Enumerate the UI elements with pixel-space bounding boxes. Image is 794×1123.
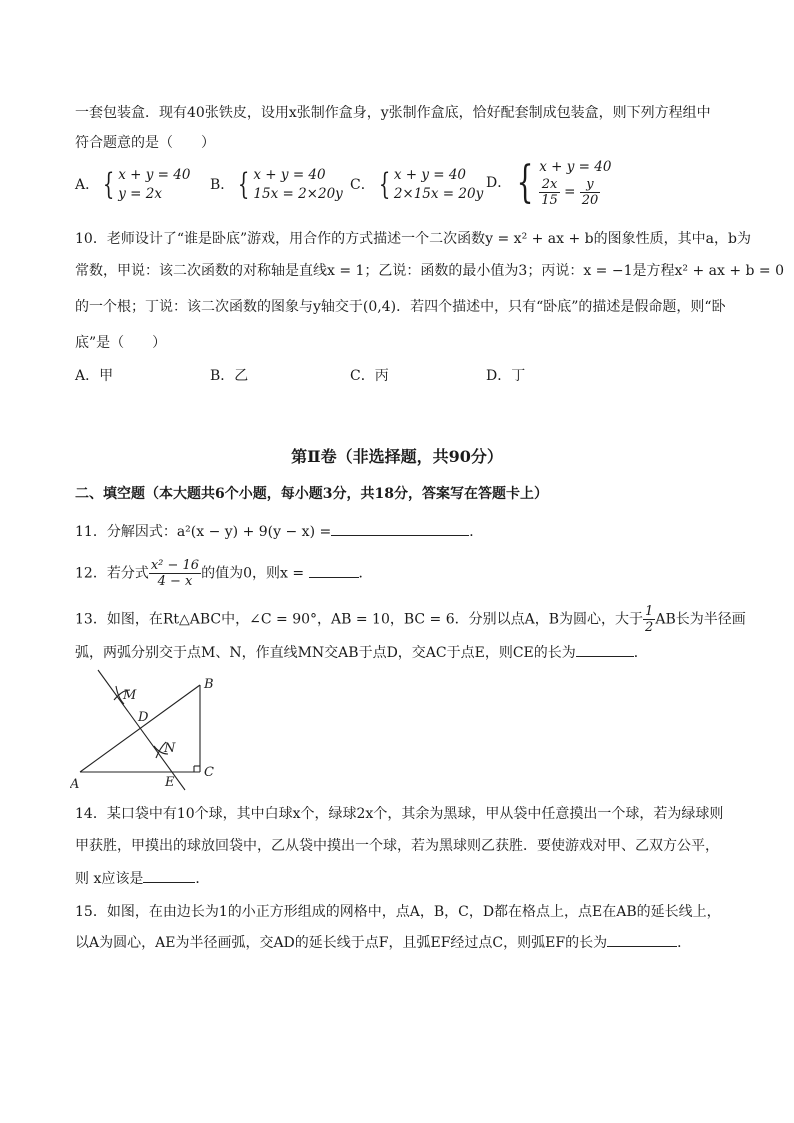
answer-blank (331, 520, 469, 536)
answer-blank (576, 641, 634, 657)
brace-icon: { (516, 157, 534, 208)
label-c: C (204, 765, 214, 780)
q13-line2: 弧，两弧分别交于点M、N，作直线MN交AB于点D，交AC于点E，则CE的长为 ． (75, 641, 648, 663)
q10-option-b: B．乙 (210, 368, 249, 384)
q14-line2: 甲获胜，甲摸出的球放回袋中，乙从袋中摸出一个球，若为黑球则乙获胜．要使游戏对甲、乙双方公平， (75, 838, 719, 854)
answer-blank (143, 867, 195, 883)
q14-line3: 则 x应该是 ． (75, 867, 209, 889)
q15-line2: 以A为圆心，AE为半径画弧，交AD的延长线于点F，且弧EF经过点C，则弧EF的长为 ． (75, 931, 691, 953)
q10-option-c: C．丙 (350, 368, 389, 384)
q14-line1: 14．某口袋中有10个球，其中白球x个，绿球2x个，其余为黑球，甲从袋中任意摸出一个球，若为绿球则 (75, 806, 724, 822)
q9-option-a: A． { x + y = 40 y = 2x (75, 167, 191, 202)
q15-line1: 15．如图，在由边长为1的小正方形组成的网格中，点A，B，C，D都在格点上，点E在AB的延长线上， (75, 904, 721, 920)
fill-section-title: 二、填空题（本大题共6个小题，每小题3分，共18分，答案写在答题卡上） (75, 486, 548, 502)
brace-icon: { (102, 167, 115, 202)
q10-line3: 的一个根；丁说：该二次函数的图象与y轴交于(0,4)．若四个描述中，只有“卧底”的描述是假命题，则“卧 (75, 299, 726, 315)
q9-line1: 一套包装盒．现有40张铁皮，设用x张制作盒身，y张制作盒底，恰好配套制成包装盒，则下列方程组中 (75, 105, 711, 121)
q10-line4: 底”是（ ） (75, 335, 167, 351)
q13-triangle-figure (70, 668, 230, 793)
q9-option-c: C． { x + y = 40 2×15x = 20y (350, 167, 484, 202)
brace-icon: { (238, 167, 250, 202)
q12: 12．若分式 $\frac{\text{x² − 16}}{4 - x}$ 的值为0，则x = ． (75, 558, 373, 589)
q10-line1: 10．老师设计了“谁是卧底”游戏，用合作的方式描述一个二次函数y = x² + ax + b的图象性质，其中a，b为 (75, 231, 751, 247)
label-m: M (123, 688, 137, 703)
q10-option-d: D．丁 (486, 368, 526, 384)
brace-icon: { (378, 167, 390, 202)
part2-title: 第Ⅱ卷（非选择题，共90分） (291, 447, 503, 466)
q10-option-a: A．甲 (75, 368, 114, 384)
q9-option-d: D． { x + y = 40 $\frac{2x}{15}$ = $\frac{y}{20}$ (486, 157, 612, 208)
answer-blank (607, 931, 677, 947)
q9-option-b: B． { x + y = 40 15x = 2×20y (210, 167, 343, 202)
label-d: D (138, 710, 149, 725)
answer-blank (309, 562, 359, 578)
q13-line1: 13．如图，在Rt△ABC中，∠C = 90°，AB = 10，BC = 6．分别以点A，B为圆心，大于 $\frac{1}{2}$ AB长为半径画 (75, 604, 746, 635)
q10-line2: 常数，甲说：该二次函数的对称轴是直线x = 1；乙说：函数的最小值为3；丙说：x = −1是方程x² + ax + b = 0 (75, 263, 785, 279)
q9-line2: 符合题意的是（ ） (75, 135, 215, 151)
label-e: E (165, 775, 175, 790)
q11: 11．分解因式：a²(x − y) + 9(y − x) = ． (75, 520, 483, 542)
label-b: B (204, 677, 214, 692)
label-a: A (70, 777, 80, 792)
label-n: N (164, 741, 176, 756)
